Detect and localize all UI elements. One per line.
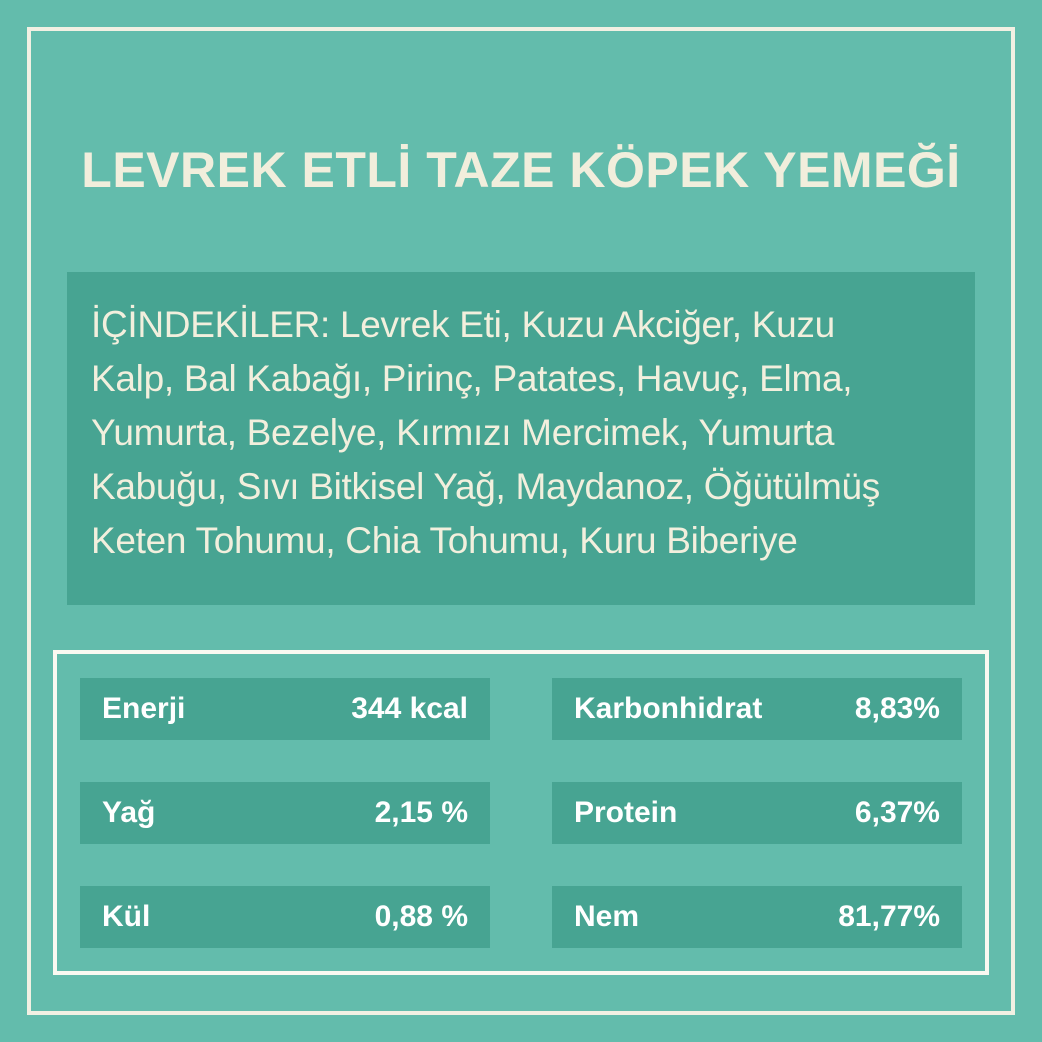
ingredients-line: Yumurta, Bezelye, Kırmızı Mercimek, Yumurta (91, 412, 835, 453)
nutrition-value: 8,83% (854, 692, 940, 725)
nutrition-label: Nem (574, 900, 640, 933)
ingredients-line: Kalp, Bal Kabağı, Pirinç, Patates, Havuç, Elma, (91, 358, 853, 399)
nutrition-cell-moisture (552, 886, 962, 948)
nutrition-label: Kül (102, 900, 151, 933)
ingredients-line: Kabuğu, Sıvı Bitkisel Yağ, Maydanoz, Öğütülmüş (91, 466, 880, 507)
nutrition-cell-carbohydrate (552, 678, 962, 740)
nutrition-cell-energy (80, 678, 490, 740)
nutrition-value: 6,37% (854, 796, 940, 829)
nutrition-value: 2,15 % (374, 796, 468, 829)
ingredients-line: Keten Tohumu, Chia Tohumu, Kuru Biberiye (91, 520, 798, 561)
nutrition-table (53, 650, 989, 975)
ingredients-panel (67, 272, 975, 605)
nutrition-label: Yağ (102, 796, 156, 829)
nutrition-value: 81,77% (838, 900, 940, 933)
nutrition-label: Enerji (102, 692, 186, 725)
nutrition-label: Karbonhidrat (574, 692, 763, 725)
nutrition-value: 344 kcal (351, 692, 468, 725)
nutrition-cell-protein (552, 782, 962, 844)
ingredients-line: İÇİNDEKİLER: Levrek Eti, Kuzu Akciğer, Kuzu (91, 304, 835, 345)
nutrition-cell-fat (80, 782, 490, 844)
nutrition-value: 0,88 % (374, 900, 468, 933)
product-title: LEVREK ETLİ TAZE KÖPEK YEMEĞİ (81, 142, 961, 198)
nutrition-cell-ash (80, 886, 490, 948)
nutrition-label: Protein (574, 796, 678, 829)
